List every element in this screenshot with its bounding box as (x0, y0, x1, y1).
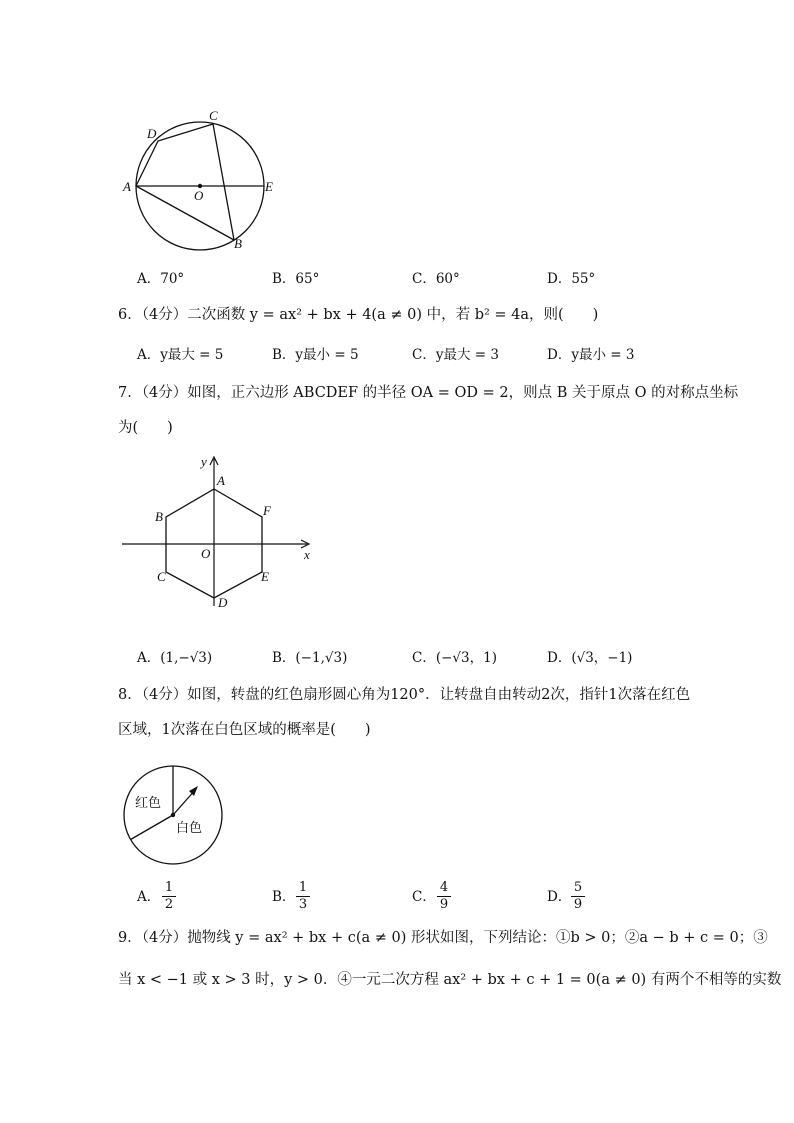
q7-option-d[interactable]: D．(√3，−1) (547, 650, 633, 666)
q8-option-c-fraction (437, 880, 451, 913)
label-d: D (218, 595, 228, 610)
label-d: D (147, 126, 157, 141)
q8-spinner-figure (118, 760, 228, 870)
q5-option-d[interactable]: D．55° (547, 271, 596, 287)
red-region-label: 红色 (135, 796, 162, 811)
label-e: E (265, 179, 273, 194)
q8-option-b-den: 3 (298, 897, 308, 912)
label-f: F (263, 503, 271, 518)
q8-option-a-den: 2 (164, 897, 174, 912)
q5-circle-figure (118, 100, 298, 260)
q8-option-a-num: 1 (162, 880, 176, 897)
q7-stem-line1: 7．（4分）如图，正六边形 ABCDEF 的半径 OA = OD = 2，则点 B 关于原点 O 的对称点坐标 (118, 385, 739, 401)
q8-option-c-letter[interactable]: C． (412, 889, 436, 905)
q8-option-d-letter[interactable]: D． (547, 889, 572, 905)
label-a: A (123, 179, 131, 194)
label-a: A (217, 473, 225, 488)
q6-option-c[interactable]: C．y最大 = 3 (412, 347, 499, 363)
q8-option-a-letter[interactable]: A． (137, 889, 161, 905)
label-b: B (155, 509, 163, 524)
q7-option-a[interactable]: A．(1,−√3) (137, 650, 213, 666)
q6-option-b[interactable]: B．y最小 = 5 (272, 347, 359, 363)
label-o: O (194, 188, 204, 203)
q6-option-d[interactable]: D．y最小 = 3 (547, 347, 635, 363)
q5-option-a[interactable]: A．70° (137, 271, 185, 287)
q9-stem-line1: 9．（4分）抛物线 y = ax² + bx + c(a ≠ 0) 形状如图，下列结论：①b > 0；②a − b + c = 0；③ (118, 930, 768, 946)
q7-option-c[interactable]: C．(−√3，1) (412, 650, 497, 666)
q7-stem-line2: 为( ) (118, 420, 173, 436)
q5-option-c[interactable]: C．60° (412, 271, 460, 287)
q8-option-a-fraction (162, 880, 176, 913)
label-e: E (261, 569, 269, 584)
q8-option-b-fraction (296, 880, 310, 913)
label-c: C (209, 108, 218, 123)
sector-line-lower-left (131, 815, 173, 840)
chord-c-b (213, 124, 234, 240)
q8-option-c-num: 4 (437, 880, 451, 897)
q6-stem: 6．（4分）二次函数 y = ax² + bx + 4(a ≠ 0) 中，若 b² = 4a，则( ) (118, 307, 599, 323)
q8-option-d-num: 5 (571, 880, 585, 897)
label-o: O (201, 546, 211, 561)
label-x: x (304, 547, 310, 562)
q7-option-b[interactable]: B．(−1,√3) (272, 650, 348, 666)
q8-option-d-den: 9 (573, 897, 583, 912)
spinner-center (171, 813, 175, 817)
q9-stem-line2: 当 x < −1 或 x > 3 时，y > 0．④一元二次方程 ax² + bx + c + 1 = 0(a ≠ 0) 有两个不相等的实数 (118, 972, 782, 988)
q8-option-c-den: 9 (439, 897, 449, 912)
q8-option-b-num: 1 (296, 880, 310, 897)
white-region-label: 白色 (176, 821, 203, 836)
q5-option-b[interactable]: B．65° (272, 271, 320, 287)
q8-option-d-fraction (571, 880, 585, 913)
q8-stem-line2: 区域，1次落在白色区域的概率是( ) (118, 722, 371, 738)
label-y: y (201, 454, 207, 469)
chord-a-b (136, 186, 234, 240)
q8-option-b-letter[interactable]: B． (272, 889, 296, 905)
label-b: B (234, 236, 242, 251)
q8-stem-line1: 8．（4分）如图，转盘的红色扇形圆心角为120°．让转盘自由转动2次，指针1次落在红色 (118, 687, 691, 703)
q7-hexagon-figure (118, 450, 318, 615)
q6-option-a[interactable]: A．y最大 = 5 (137, 347, 224, 363)
label-c: C (157, 569, 166, 584)
